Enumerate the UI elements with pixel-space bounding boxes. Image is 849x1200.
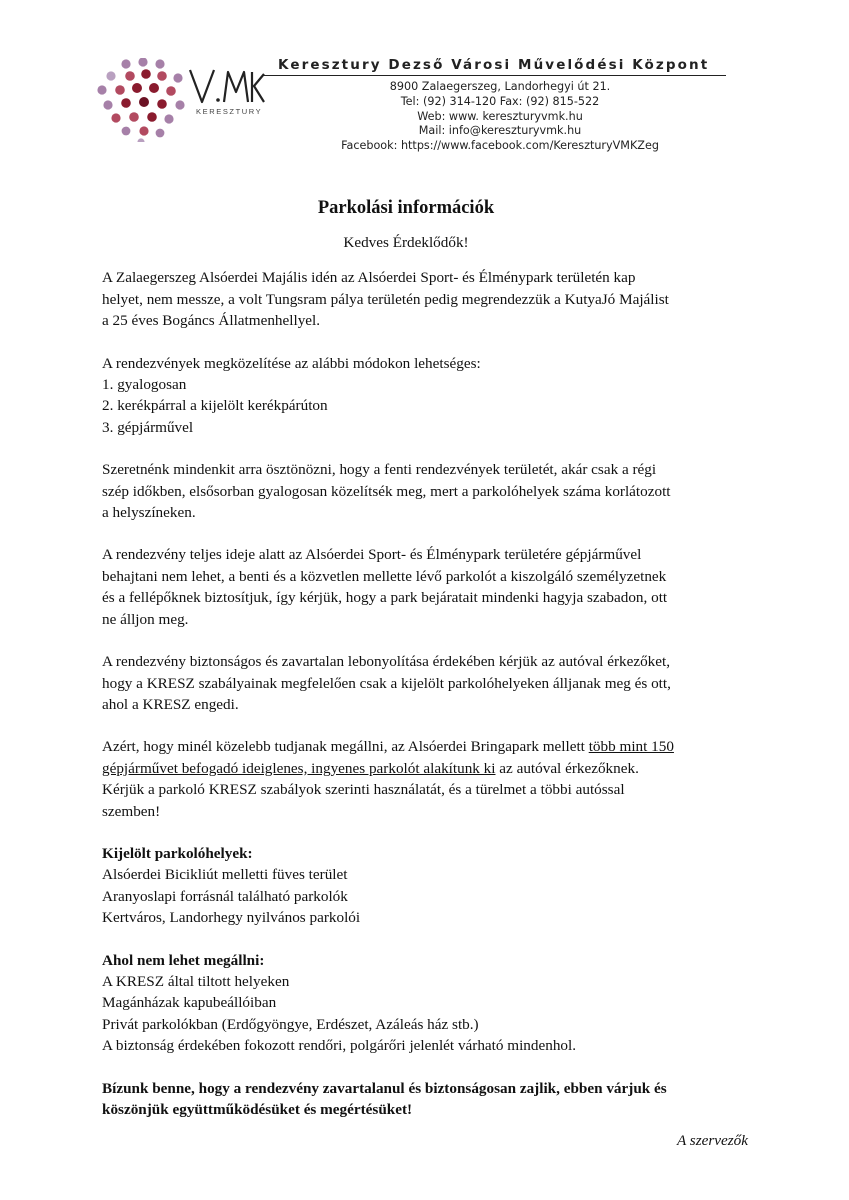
designated-parking-section xyxy=(102,843,762,929)
text-line: köszönjük együttműködésüket és megértésüket! xyxy=(102,1101,413,1118)
highlighted-text: több mint 150 xyxy=(588,738,674,756)
text-line: helyet, nem messze, a volt Tungsram pálya területén pedig megrendezzük a KutyaJó Majálist xyxy=(102,290,669,308)
letterhead xyxy=(0,0,849,170)
text-line xyxy=(102,736,762,757)
kresz-paragraph xyxy=(102,651,762,715)
temporary-parking-paragraph xyxy=(102,736,762,822)
walking-paragraph xyxy=(102,459,762,523)
text-line: szép időkben, elsősorban gyalogosan közelítsék meg, mert a parkolóhelyek száma korlátozott xyxy=(102,482,671,500)
text-line: hogy a KRESZ szabályainak megfelelően csak a kijelölt parkolóhelyeken álljanak meg és ott, xyxy=(102,674,671,692)
text-line xyxy=(102,758,762,779)
list-item: Privát parkolókban (Erdőgyöngye, Erdészet, Azáleás ház stb.) xyxy=(102,1015,479,1033)
list-item: A biztonság érdekében fokozott rendőri, polgárőri jelenlét várható mindenhol. xyxy=(102,1037,577,1055)
list-item: 2. kerékpárral a kijelölt kerékpárúton xyxy=(102,397,328,415)
vmk-dot-logo-icon xyxy=(96,58,196,142)
highlighted-text: gépjárművet befogadó ideiglenes, ingyenes parkolót alakítunk ki xyxy=(102,759,496,777)
website: Web: www. kereszturyvmk.hu xyxy=(417,109,583,123)
list-item: Aranyoslapi forrásnál található parkolók xyxy=(102,887,348,905)
intro-paragraph xyxy=(102,267,762,331)
text-line: és a fellépőknek biztosítjuk, így kérjük, hogy a park bejáratait mindenki hagyja szabadon, ott xyxy=(102,589,668,607)
list-item: 1. gyalogosan xyxy=(102,376,187,394)
page-title: Parkolási információk xyxy=(317,198,495,218)
text-segment: Azért, hogy minél közelebb tudjanak megállni, az Alsóerdei Bringapark mellett xyxy=(102,738,589,756)
list-item: 3. gépjárművel xyxy=(102,418,194,436)
signature: A szervezők xyxy=(677,1132,748,1150)
list-item: Alsóerdei Bicikliút melletti füves terület xyxy=(102,866,348,884)
text-line: ahol a KRESZ engedi. xyxy=(102,695,239,713)
organization-name: Keresztury Dezső Városi Művelődési Központ xyxy=(278,57,710,73)
list-item: A KRESZ által tiltott helyeken xyxy=(102,972,290,990)
approach-section xyxy=(102,353,762,439)
text-line: behajtani nem lehet, a benti és a közvetlen mellette lévő parkolót a kiszolgáló személyzetnek xyxy=(102,567,667,585)
contact-block xyxy=(300,80,700,154)
text-line: A Zalaegerszeg Alsóerdei Majális idén az Alsóerdei Sport- és Élménypark területén kap xyxy=(102,269,636,287)
phone-fax: Tel: (92) 314-120 Fax: (92) 815-522 xyxy=(400,94,600,108)
section-heading: Ahol nem lehet megállni: xyxy=(102,951,265,969)
text-line: szemben! xyxy=(102,802,161,820)
list-item: Kertváros, Landorhegy nyilvános parkolói xyxy=(102,909,361,927)
text-line: Kérjük a parkoló KRESZ szabályok szerinti használatát, és a türelmet a többi autóssal xyxy=(102,781,625,799)
list-item: Magánházak kapubeállóiban xyxy=(102,994,277,1012)
text-line: A rendezvény teljes ideje alatt az Alsóerdei Sport- és Élménypark területére gépjárművel xyxy=(102,546,642,564)
closing-statement xyxy=(102,1078,762,1121)
approach-intro: A rendezvények megközelítése az alábbi módokon lehetséges: xyxy=(102,354,481,372)
text-line: ne álljon meg. xyxy=(102,610,189,628)
text-line: Szeretnénk mindenkit arra ösztönözni, hogy a fenti rendezvények területét, akár csak a régi xyxy=(102,461,657,479)
text-line: Bízunk benne, hogy a rendezvény zavartalanul és biztonságosan zajlik, ebben várjuk és xyxy=(102,1079,667,1097)
address: 8900 Zalaegerszeg, Landorhegyi út 21. xyxy=(389,80,611,93)
email: Mail: info@kereszturyvmk.hu xyxy=(418,124,582,138)
text-line: A rendezvény biztonságos és zavartalan lebonyolítása érdekében kérjük az autóval érkezőket, xyxy=(102,653,671,671)
no-parking-section xyxy=(102,950,762,1057)
greeting: Kedves Érdeklődők! xyxy=(343,234,469,251)
logo-subtitle: KERESZTURY xyxy=(196,107,263,116)
facebook-link: Facebook: https://www.facebook.com/KereszturyVMKZeg xyxy=(341,139,659,153)
document-body xyxy=(102,190,762,1152)
text-line: a helyszíneken. xyxy=(102,504,196,522)
no-entry-paragraph xyxy=(102,544,762,630)
text-segment: az autóval érkezőknek. xyxy=(495,759,639,777)
section-heading: Kijelölt parkolóhelyek: xyxy=(102,844,253,862)
header-rule xyxy=(262,75,726,76)
text-line: a 25 éves Bogáncs Állatmenhellyel. xyxy=(102,312,321,330)
